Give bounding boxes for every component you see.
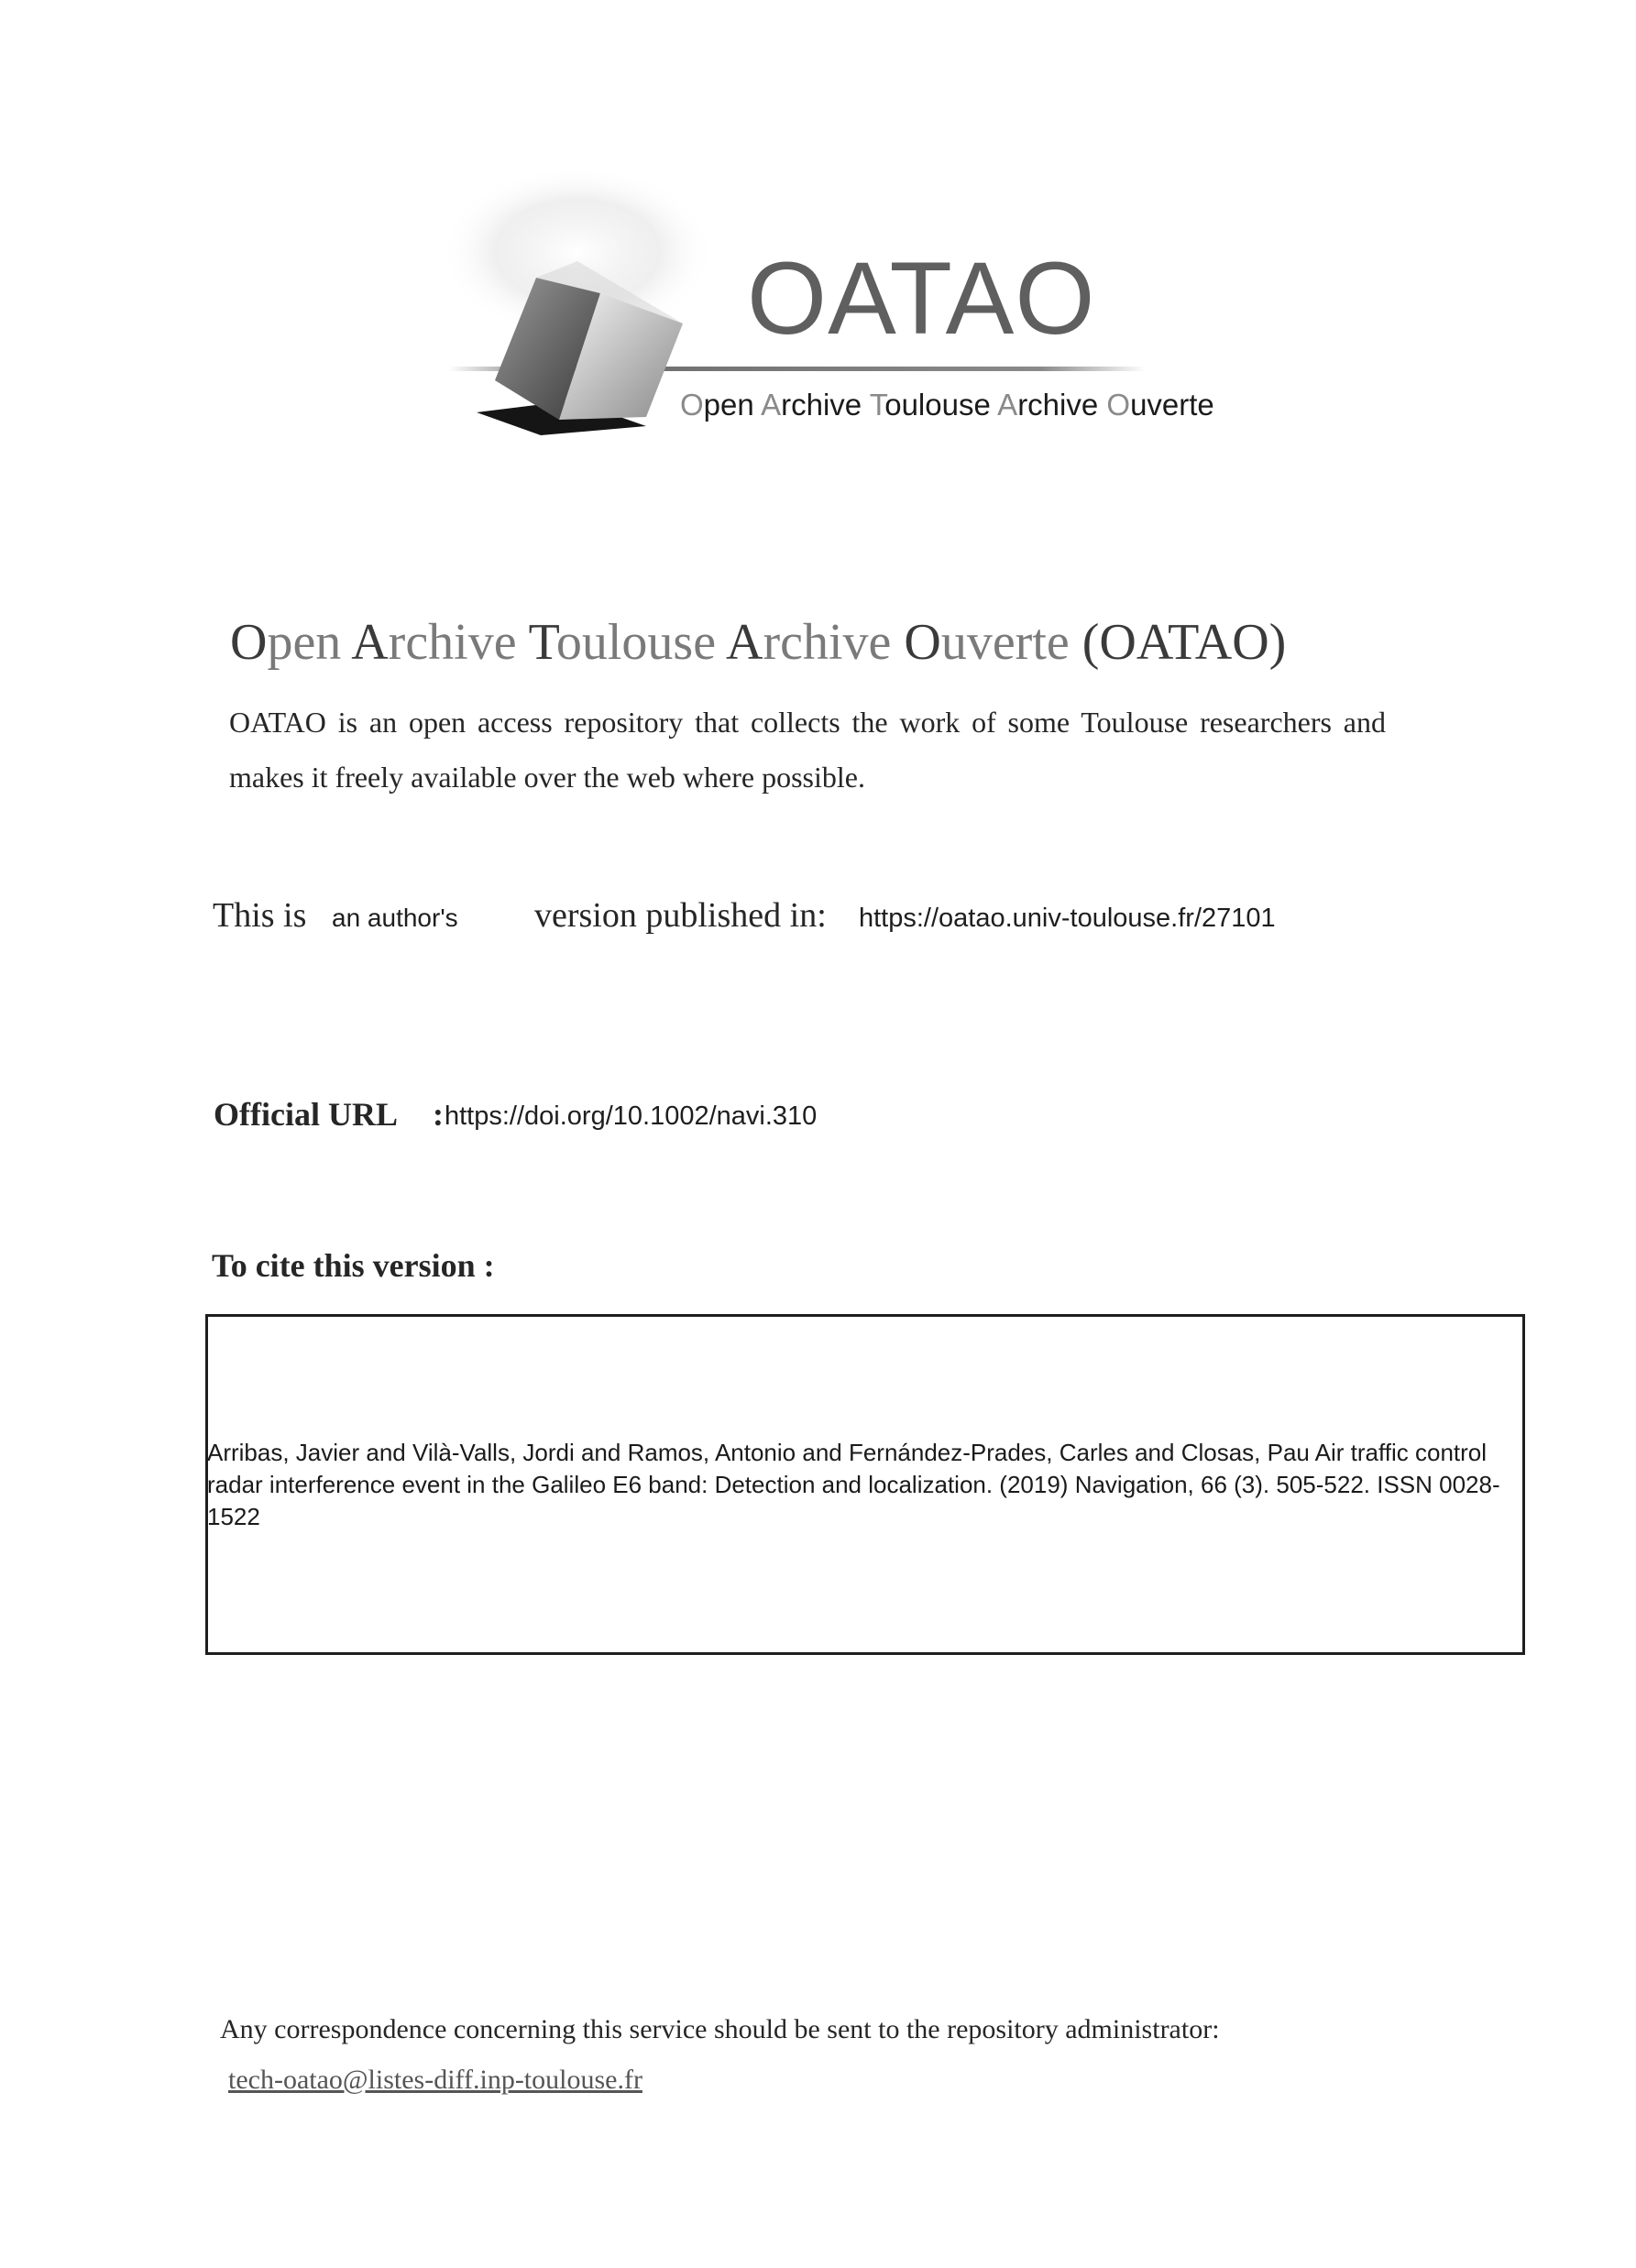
page-title: Open Archive Toulouse Archive Ouverte (OATAO) (230, 614, 1287, 671)
version-url[interactable]: https://oatao.univ-toulouse.fr/27101 (859, 904, 1276, 933)
logo-subtitle: Open Archive Toulouse Archive Ouverte (680, 388, 1214, 422)
intro-paragraph: OATAO is an open access repository that collects the work of some Toulouse researchers and makes it freely available over the web where possible. (229, 706, 1386, 794)
version-prefix: This is (213, 896, 307, 935)
cite-heading: To cite this version : (212, 1247, 495, 1284)
official-url-colon: : (433, 1096, 444, 1133)
version-middle: version published in: (534, 896, 827, 935)
official-url-link[interactable]: https://doi.org/10.1002/navi.310 (445, 1101, 818, 1131)
correspondence-text: Any correspondence concerning this service should be sent to the repository administrator: (220, 2014, 1220, 2044)
logo-wordmark: OATAO (747, 241, 1096, 356)
oatao-logo (440, 160, 1237, 454)
admin-email-link[interactable]: tech-oatao@listes-diff.inp-toulouse.fr (228, 2065, 642, 2095)
version-type: an author's (332, 904, 458, 932)
official-url-label: Official URL (214, 1096, 398, 1133)
citation-text: Arribas, Javier and Vilà-Valls, Jordi and Ramos, Antonio and Fernández-Prades, Carles and Closas, Pau Air traffic control radar interference event in the Galileo E6 band: Detection and localization. (2019) Navigation, 66 (3). 505-522. ISSN 0028-1522 (207, 1439, 1500, 1530)
